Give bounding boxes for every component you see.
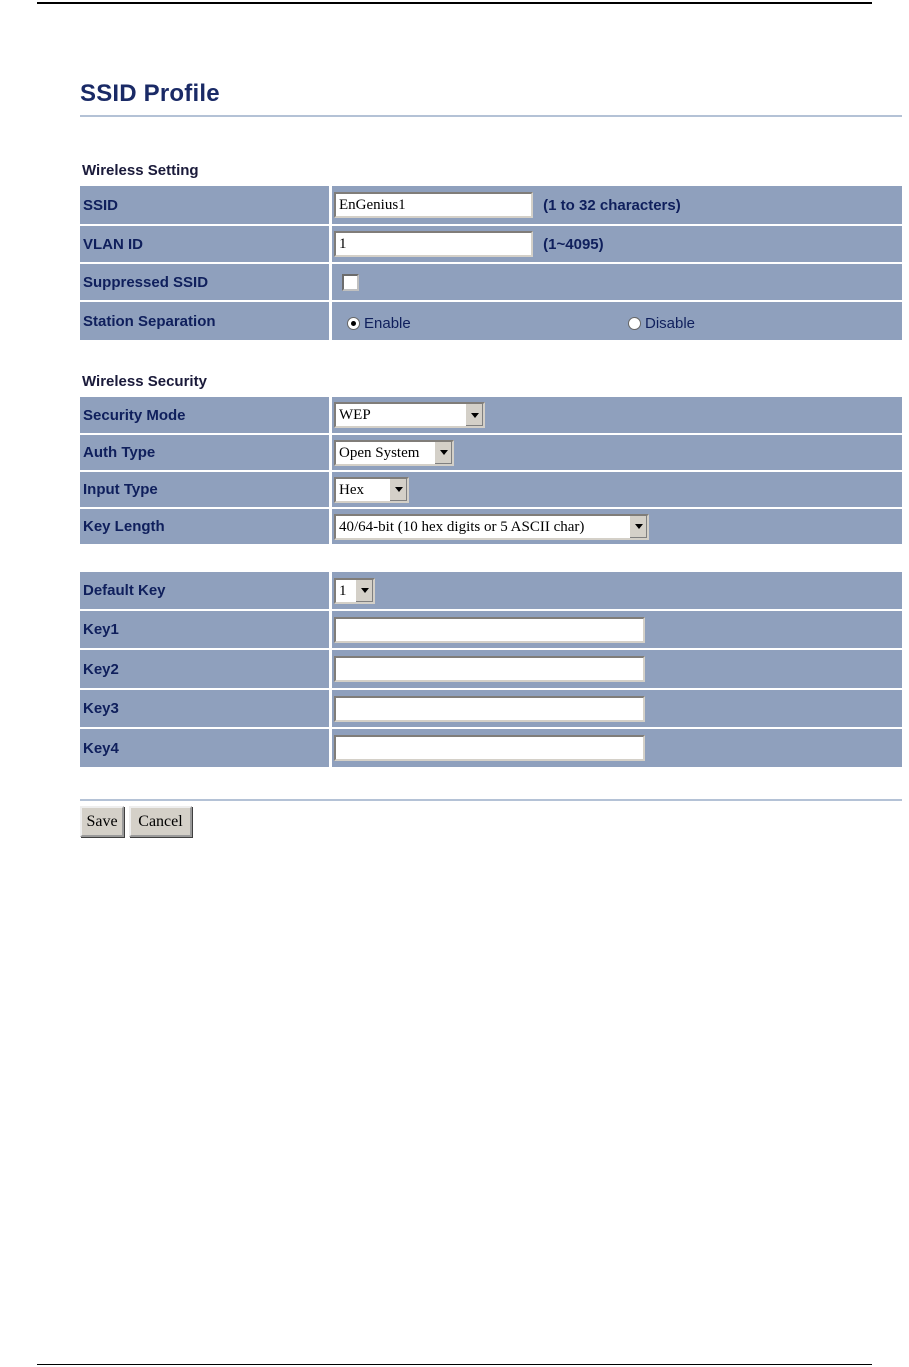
key3-label: Key3 bbox=[80, 689, 331, 728]
wireless-security-table bbox=[80, 397, 902, 546]
security-mode-cell bbox=[331, 397, 903, 434]
save-button[interactable]: Save bbox=[80, 806, 124, 837]
page-top-rule bbox=[37, 2, 872, 4]
station-separation-label: Station Separation bbox=[80, 301, 331, 341]
auth-type-label: Auth Type bbox=[80, 434, 331, 471]
auth-type-cell bbox=[331, 434, 903, 471]
page-bottom-rule bbox=[37, 1364, 872, 1365]
vlan-id-label: VLAN ID bbox=[80, 225, 331, 263]
key1-row bbox=[80, 610, 902, 649]
suppressed-ssid-row bbox=[80, 263, 902, 301]
key-length-cell bbox=[331, 508, 903, 545]
ssid-row bbox=[80, 186, 902, 225]
enable-radio-label: Enable bbox=[364, 315, 411, 332]
key-length-row bbox=[80, 508, 902, 545]
input-type-value: Hex bbox=[339, 481, 364, 498]
wep-keys-table bbox=[80, 572, 902, 769]
enable-radio-option[interactable] bbox=[347, 315, 411, 332]
station-separation-cell bbox=[331, 301, 903, 341]
wireless-setting-table bbox=[80, 186, 902, 342]
default-key-label: Default Key bbox=[80, 572, 331, 610]
key3-cell bbox=[331, 689, 903, 728]
ssid-label: SSID bbox=[80, 186, 331, 225]
key2-cell bbox=[331, 649, 903, 689]
input-type-label: Input Type bbox=[80, 471, 331, 508]
disable-radio-option[interactable] bbox=[628, 315, 695, 332]
input-type-select[interactable] bbox=[334, 477, 409, 503]
key4-row bbox=[80, 728, 902, 768]
auth-type-row bbox=[80, 434, 902, 471]
suppressed-ssid-cell bbox=[331, 263, 903, 301]
key4-label: Key4 bbox=[80, 728, 331, 768]
default-key-select[interactable] bbox=[334, 578, 375, 604]
chevron-down-icon[interactable] bbox=[465, 404, 483, 426]
wireless-security-heading: Wireless Security bbox=[82, 373, 207, 390]
vlan-id-hint: (1~4095) bbox=[543, 235, 604, 253]
default-key-cell bbox=[331, 572, 903, 610]
chevron-down-icon[interactable] bbox=[434, 442, 452, 464]
suppressed-ssid-label: Suppressed SSID bbox=[80, 263, 331, 301]
cancel-button[interactable]: Cancel bbox=[129, 806, 192, 837]
key2-row bbox=[80, 649, 902, 689]
key4-input[interactable] bbox=[334, 735, 645, 761]
chevron-down-icon[interactable] bbox=[355, 580, 373, 602]
key1-cell bbox=[331, 610, 903, 649]
ssid-hint: (1 to 32 characters) bbox=[543, 196, 681, 214]
security-mode-select[interactable] bbox=[334, 402, 485, 428]
key3-row bbox=[80, 689, 902, 728]
disable-radio[interactable] bbox=[628, 317, 641, 330]
page-title: SSID Profile bbox=[80, 80, 220, 107]
auth-type-select[interactable] bbox=[334, 440, 454, 466]
default-key-row bbox=[80, 572, 902, 610]
key2-input[interactable] bbox=[334, 656, 645, 682]
key2-label: Key2 bbox=[80, 649, 331, 689]
wireless-setting-heading: Wireless Setting bbox=[82, 162, 199, 179]
actions-divider bbox=[80, 799, 902, 801]
security-mode-value: WEP bbox=[339, 407, 371, 423]
default-key-value: 1 bbox=[339, 582, 347, 599]
key4-cell bbox=[331, 728, 903, 768]
key1-label: Key1 bbox=[80, 610, 331, 649]
key-length-label: Key Length bbox=[80, 508, 331, 545]
enable-radio[interactable] bbox=[347, 317, 360, 330]
ssid-input[interactable] bbox=[334, 192, 533, 218]
title-divider bbox=[80, 115, 902, 117]
station-separation-row bbox=[80, 301, 902, 341]
key3-input[interactable] bbox=[334, 696, 645, 722]
chevron-down-icon[interactable] bbox=[389, 479, 407, 501]
chevron-down-icon[interactable] bbox=[629, 516, 647, 538]
key-length-value: 40/64-bit (10 hex digits or 5 ASCII char) bbox=[339, 518, 585, 535]
vlan-id-cell bbox=[331, 225, 903, 263]
suppressed-ssid-checkbox[interactable] bbox=[342, 274, 359, 291]
input-type-row bbox=[80, 471, 902, 508]
input-type-cell bbox=[331, 471, 903, 508]
key1-input[interactable] bbox=[334, 617, 645, 643]
vlan-id-input[interactable] bbox=[334, 231, 533, 257]
key-length-select[interactable] bbox=[334, 514, 649, 540]
vlan-id-row bbox=[80, 225, 902, 263]
ssid-cell bbox=[331, 186, 903, 225]
auth-type-value: Open System bbox=[339, 444, 420, 461]
security-mode-label: Security Mode bbox=[80, 397, 331, 434]
disable-radio-label: Disable bbox=[645, 315, 696, 332]
security-mode-row bbox=[80, 397, 902, 434]
